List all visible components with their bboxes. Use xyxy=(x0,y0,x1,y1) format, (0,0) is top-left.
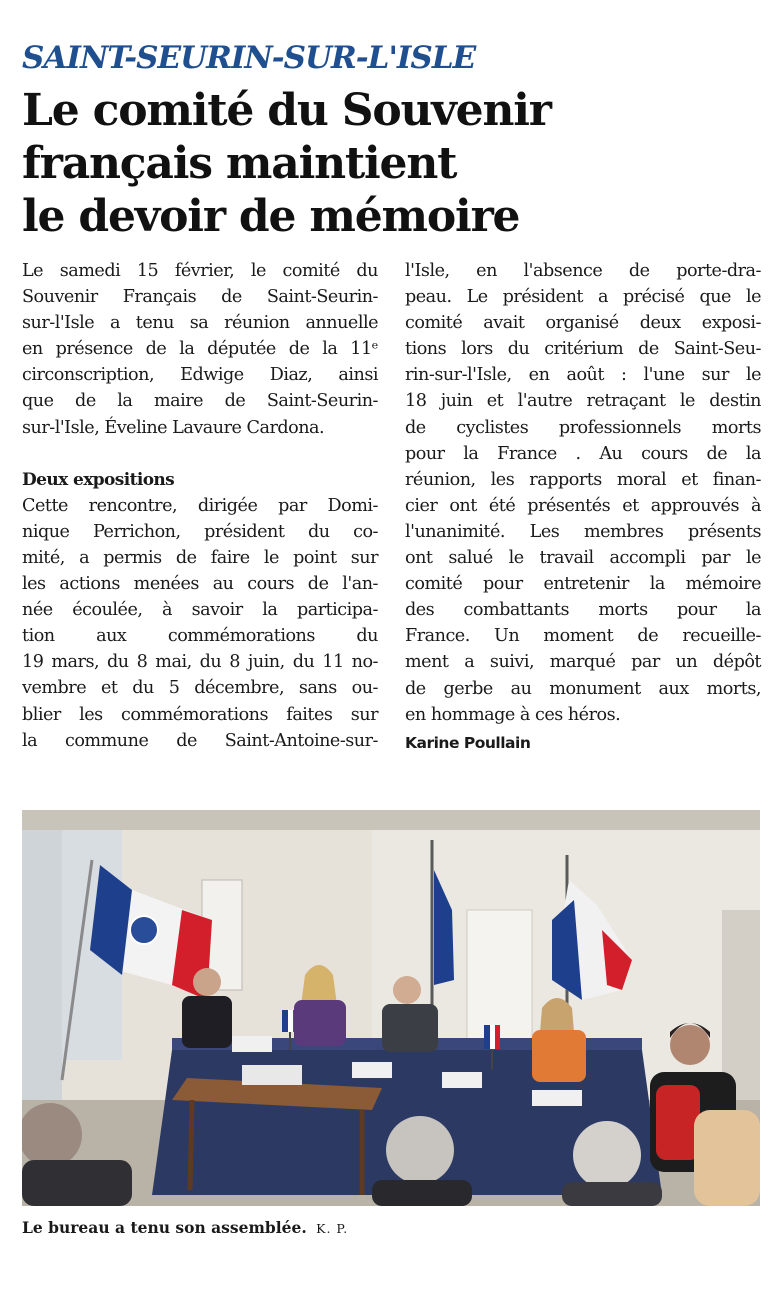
text-line: la commune de Saint-Antoine-sur- xyxy=(22,730,378,751)
text-line: née écoulée, à savoir la participa- xyxy=(22,600,378,621)
text-line: réunion, les rapports moral et finan- xyxy=(405,469,761,490)
text-line: de gerbe au monument aux morts, xyxy=(405,678,761,699)
text-line: comité avait organisé deux exposi- xyxy=(405,313,761,334)
text-line: cier ont été présentés et approuvés à xyxy=(405,495,761,516)
headline-line-3: le devoir de mémoire xyxy=(22,191,520,242)
text-line: blier les commémorations faites sur xyxy=(22,704,378,725)
text-line: les actions menées au cours de l'an- xyxy=(22,574,378,595)
text-line: l'Isle, en l'absence de porte-dra- xyxy=(405,261,761,281)
text-line: Souvenir Français de Saint-Seurin- xyxy=(22,287,378,308)
text-line: en présence de la députée de la 11ᵉ xyxy=(22,339,378,360)
text-line: ment a suivi, marqué par un dépôt xyxy=(405,652,761,673)
text-line: France. Un moment de recueille- xyxy=(405,626,761,647)
text-line: 18 juin et l'autre retraçant le destin xyxy=(405,391,761,412)
text-line: 19 mars, du 8 mai, du 8 juin, du 11 no- xyxy=(22,652,378,673)
text-line: des combattants morts pour la xyxy=(405,600,761,621)
text-line: nique Perrichon, président du co- xyxy=(22,521,378,542)
headline-line-1: Le comité du Souvenir xyxy=(22,85,551,136)
subheading: Deux expositions xyxy=(22,469,175,490)
author-byline: Karine Poullain xyxy=(405,733,531,752)
text-line: ont salué le travail accompli par le xyxy=(405,548,761,569)
caption-text: Le bureau a tenu son assemblée. xyxy=(22,1218,307,1237)
text-line: vembre et du 5 décembre, sans ou- xyxy=(22,678,378,699)
text-line: comité pour entretenir la mémoire xyxy=(405,574,761,595)
text-line: en hommage à ces héros. xyxy=(405,704,621,725)
article-column-left xyxy=(22,258,378,754)
headline-line-2: français maintient xyxy=(22,138,457,189)
text-line: sur-l'Isle a tenu sa réunion annuelle xyxy=(22,313,378,334)
text-line: de cyclistes professionnels morts xyxy=(405,417,761,438)
text-line: que de la maire de Saint-Seurin- xyxy=(22,391,378,412)
text-line: peau. Le président a précisé que le xyxy=(405,287,761,308)
photo-credit: K. P. xyxy=(316,1221,349,1236)
text-line: tions lors du critérium de Saint-Seu- xyxy=(405,339,761,360)
meeting-photo xyxy=(22,810,760,1206)
section-kicker: SAINT-SEURIN-SUR-L'ISLE xyxy=(22,40,476,76)
text-line: pour la France . Au cours de la xyxy=(405,443,761,464)
text-line: circonscription, Edwige Diaz, ainsi xyxy=(22,365,378,386)
text-line: rin-sur-l'Isle, en août : l'une sur le xyxy=(405,365,761,386)
text-line: l'unanimité. Les membres présents xyxy=(405,521,761,542)
text-line: Cette rencontre, dirigée par Domi- xyxy=(22,495,378,516)
meeting-photo-illustration xyxy=(22,810,760,1206)
headline xyxy=(22,84,762,243)
text-line: sur-l'Isle, Éveline Lavaure Cardona. xyxy=(22,417,325,438)
photo-caption xyxy=(22,1218,348,1237)
text-line: Le samedi 15 février, le comité du xyxy=(22,261,378,281)
text-line: tion aux commémorations du xyxy=(22,626,378,647)
text-line: mité, a permis de faire le point sur xyxy=(22,547,378,568)
article-column-right xyxy=(405,258,761,756)
